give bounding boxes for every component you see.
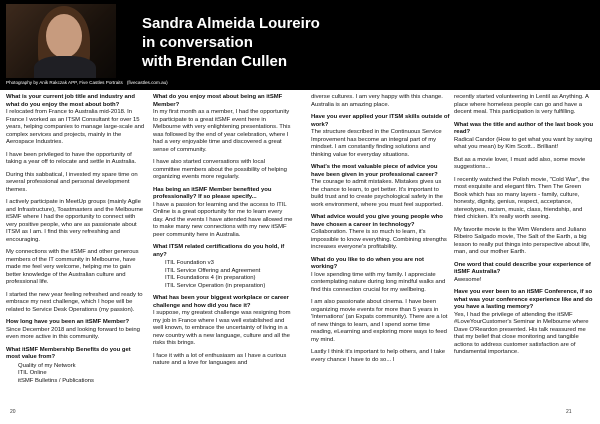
list-item: Quality of my Network [18, 362, 76, 369]
answer: I have also started conversations with local committee members about the possibility of helping organizing events more regularly. [153, 159, 287, 180]
question: Have you ever applied your ITSM skills outside of work? [311, 114, 450, 128]
question: What has been your biggest workplace or career challenge and how did you face it? [153, 295, 289, 309]
question: What advice would you give young people who have chosen a career in technology? [311, 214, 443, 228]
portrait-photo [6, 4, 116, 78]
question: How long have you been an itSMF Member? [6, 319, 130, 325]
question: One word that could describe your experience of itSMF Australia? [454, 261, 591, 275]
answer: I started the new year feeling refreshed and ready to embrace my next challenge, which I hope will be related to Service Desk Operations (my passion). [6, 291, 143, 313]
certifications-list [165, 260, 293, 290]
answer: But as a movie lover, I must add also, some movie suggestions... [454, 156, 586, 170]
list-item: ITIL Foundation v3 [165, 260, 214, 266]
title-line-1: Sandra Almeida Loureiro [142, 15, 320, 32]
question: What ITSM related certifications do you hold, if any? [153, 244, 285, 258]
answer: I have been privileged to have the opportunity of taking a year off to relocate and settle in Australia. [6, 151, 137, 165]
question: What's the most valuable piece of advice you have been given in your professional career? [311, 164, 438, 178]
question: What itSMF Membership Benefits do you get most value from? [6, 346, 131, 360]
answer: Since December 2018 and looking forward to being even more active in this community. [6, 326, 140, 340]
question: What do you like to do when you are not working? [311, 256, 424, 270]
answer: I relocated from France to Australia mid-2018. In France I worked as an ITSM Consultant for over 15 years, helping companies to manage large-scale and complex services and projects, mainly in the Aerospace Industries. [6, 109, 145, 145]
article-title [142, 14, 562, 71]
answer: During this sabbatical, I invested my spare time on several professional and personal development themes. [6, 171, 138, 193]
answer: I recently watched the Polish movie, "Cold War", the most exquisite and elegant film. Then The Green Book which has so many layers - family, culture, honesty, dignity, genius, respect, acceptance, stereotypes, racism, music, class, friendship, and fried chicken. It's really worth seeing. [454, 176, 590, 220]
answer: Lastly I think it's important to help others, and I take every chance I have to do so... I [311, 349, 446, 363]
answer: The structure described in the Continuous Service Improvement has become an integral part of my mindset. I am constantly finding solutions and thinking value for everyday situations. [311, 129, 442, 158]
answer: diverse cultures. I am very happy with this change. Australia is an amazing place. [311, 94, 443, 108]
answer: I love spending time with my family. I appreciate contemplating nature during long mindful walks and find this connection crucial for my wellbeing. [311, 271, 446, 293]
answer: In my first month as a member, I had the opportunity to participate to a great itSMF event here in Melbourne with very enlightening presentations. This was followed by the end of year celebration, where I had a very enjoyable time and discovered a great sense of community. [153, 109, 291, 153]
column-3 [311, 94, 451, 369]
answer: I face it with a lot of enthusiasm as I have a curious nature and a love for languages and [153, 352, 287, 366]
answer: My favorite movie is the Wim Wenders and Juliano Ribeiro Salgado movie, The Salt of the Earth, a big lesson to really put things into perspective about life, man, and our mother Earth. [454, 226, 591, 255]
answer: Awesome! [454, 276, 482, 283]
credit-text: Photography by Anik Rakczak APP, Five Castles Portraits [6, 80, 123, 85]
list-item: ITIL Service Offering and Agreement [165, 267, 261, 274]
answer: Radical Candor (How to get what you want by saying what you mean) by Kim Scott... Brilliant! [454, 136, 593, 150]
answer: I am also passionate about cinema. I have been organizing movie events for more than 5 years in 'Internations' (an Expats community). There are a lot of new things to learn, and I spend some time reading, eLearning and exploring more ways to feed my mind. [311, 299, 448, 343]
answer: My connections with the itSMF and other generous members of the IT community in Melbourne, have made me feel very welcome, helping me to gain better knowledge of the Australian culture and professional life. [6, 249, 139, 285]
column-4 [454, 94, 594, 362]
page-number-right: 21 [566, 409, 572, 415]
title-line-2: in conversation [142, 34, 253, 51]
question: What do you enjoy most about being an itSMF Member? [153, 94, 283, 108]
answer: I have a passion for learning and the access to ITIL Online is a great opportunity for me to learn every day. And the events I have attended have allowed me to make many new connections with my new itSMF peer community here in Australia. [153, 201, 293, 238]
column-2 [153, 94, 293, 373]
answer: I suppose, my greatest challenge was resigning from my job in France where I was well established and well known, to embrace the uncertainty of living in a new country with a new language, culture and all the risks this brings. [153, 310, 291, 346]
list-item: ITIL Online [18, 370, 47, 376]
photo-credit [6, 80, 168, 85]
answer: I actively participate in MeetUp groups (mainly Agile and Infrastructure), Toastmasters and the Melbourne itSMF where I had the opportunity to connect with very positive people, who are as passionate about ITSM as I am. I find this very refreshing and encouraging. [6, 199, 144, 243]
page-number-left: 20 [10, 409, 16, 415]
benefits-list [18, 363, 146, 386]
question: What is your current job title and industry and what do you enjoy the most about both? [6, 94, 135, 108]
list-item: itSMF Bulletins / Publications [18, 377, 94, 384]
credit-site-link[interactable]: (fivecastles.com.au) [126, 80, 168, 85]
answer: recently started volunteering in Lentil as Anything. A place where homeless people can go and have a decent meal. This participation is very fulfilling. [454, 94, 589, 115]
list-item: ITIL Service Operation (in preparation) [165, 282, 266, 289]
answer: Collaboration. There is so much to learn, it's impossible to know everything. Combining strengths increases everyone's profitability. [311, 229, 447, 250]
question: What was the title and author of the last book you read? [454, 121, 594, 135]
list-item: ITIL Foundations 4 (in preparation) [165, 275, 256, 281]
question: Have you ever been to an itSMF Conference, if so what was your conference experience like and do you have a lasting memory? [454, 289, 593, 310]
header-banner [0, 0, 600, 90]
answer: Yes, I had the privilege of attending the itSMF #LoveYourCustomer's Seminar in Melbourne where Dave O'Reardon presented. His talk reassured me that my belief that close monitoring and tangible actions to address customer satisfaction are of fundamental importance. [454, 311, 589, 355]
question: Has being an itSMF Member benefited you professionally? If so please specify... [153, 186, 272, 200]
column-1 [6, 94, 146, 390]
title-line-3: with Brendan Cullen [142, 53, 288, 70]
answer: The courage to admit mistakes. Mistakes gives us the chance to learn, to get better. It's important to build trust and to create psychological safety in the work environment, where you must feel supported. [311, 179, 443, 208]
